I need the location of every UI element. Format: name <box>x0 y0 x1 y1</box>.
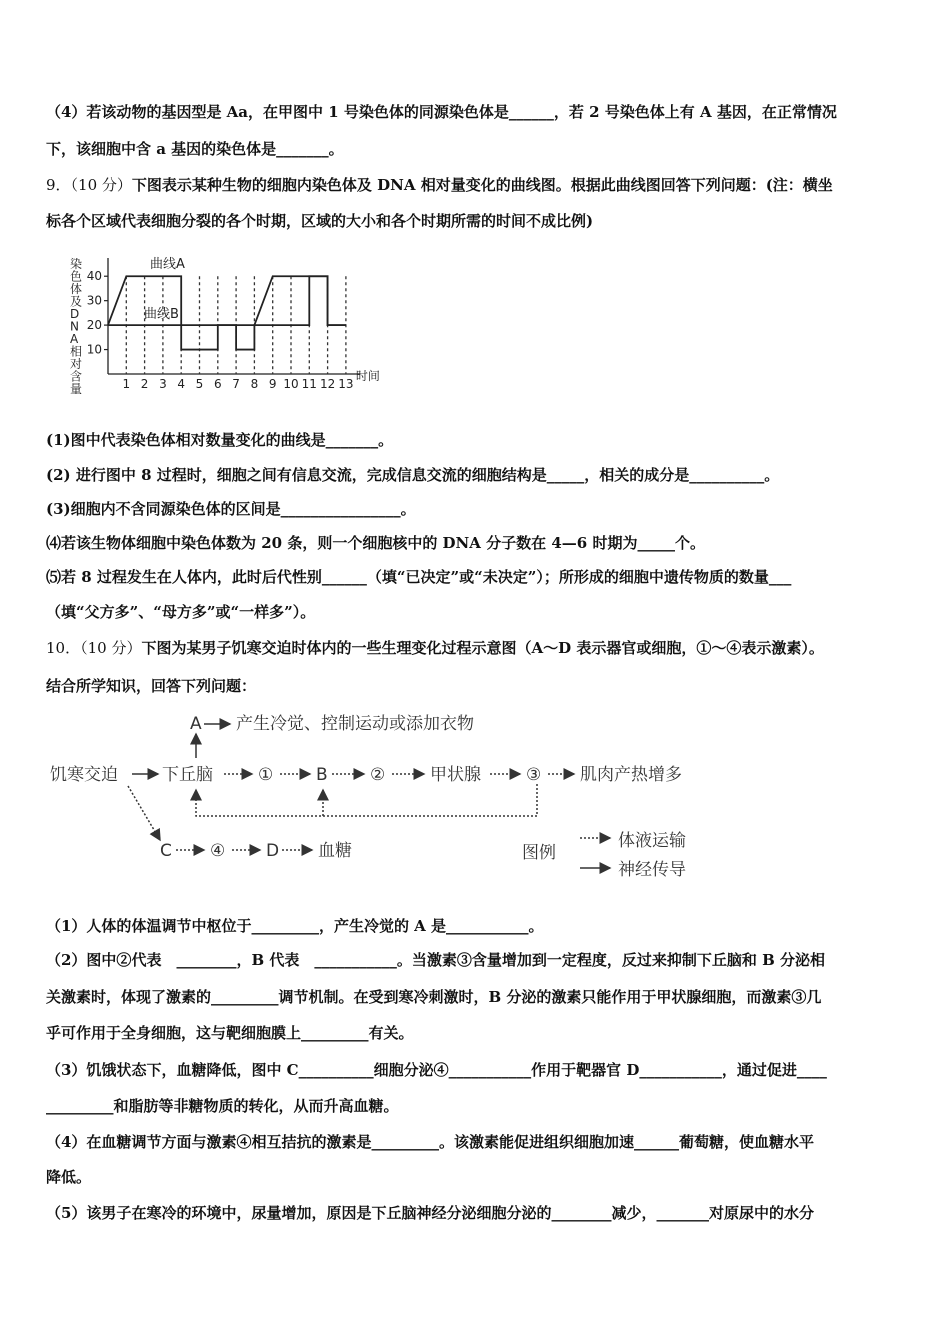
x-tick-label: 9 <box>268 377 277 391</box>
feedback-to-hypothalamus <box>196 784 537 816</box>
q10-sub2-line1: （2）图中②代表 ________，B 代表 ___________。当激素③含量增加到一定程度，反过来抑制下丘脑和 B 分泌相 <box>46 951 825 969</box>
node-A: A <box>190 714 202 734</box>
q9-stem-line2: 标各个区域代表细胞分裂的各个时期，区域的大小和各个时期所需的时间不成比例) <box>46 212 594 230</box>
q8-sub4-line1: （4）若该动物的基因型是 Aa，在甲图中 1 号染色体的同源染色体是______，若 2 号染色体上有 A 基因，在正常情况 <box>46 103 837 121</box>
q9-stem-line1 <box>46 175 908 195</box>
q10-sub4-line1: （4）在血糖调节方面与激素④相互拮抗的激素是_________。该激素能促进组织细胞加速______葡萄糖，使血糖水平 <box>46 1133 814 1151</box>
legend-fluid-label: 体液运输 <box>618 831 686 851</box>
y-tick-label: 30 <box>86 293 102 308</box>
x-tick-label: 2 <box>140 377 149 391</box>
chromosome-dna-chart <box>60 248 500 408</box>
y-axis-label-char: 体 <box>70 282 83 296</box>
q9-number: 9．（10 分） <box>46 176 132 194</box>
q10-sub2-line2: 关激素时，体现了激素的_________调节机制。在受到寒冷刺激时，B 分泌的激素只能作用于甲状腺细胞，而激素③几 <box>46 988 822 1006</box>
node-thyroid: 甲状腺 <box>430 765 481 785</box>
node-muscle: 肌肉产热增多 <box>580 765 682 785</box>
x-tick-label: 8 <box>250 377 259 391</box>
node-blood-sugar: 血糖 <box>318 841 352 861</box>
x-tick-label: 11 <box>301 377 317 391</box>
y-tick-label: 10 <box>86 342 102 357</box>
regulation-diagram <box>44 708 724 893</box>
y-axis-label-char: 量 <box>70 382 83 396</box>
y-axis-label-char: 及 <box>70 294 83 309</box>
hormone-3: ③ <box>526 765 542 785</box>
y-axis-label-char: 含 <box>70 369 83 384</box>
x-tick-label: 4 <box>177 377 186 391</box>
hormone-1: ① <box>258 765 274 785</box>
q9-sub5-line1: ⑸若 8 过程发生在人体内，此时后代性别______（填“已决定”或“未决定”）；所形成的细胞中遗传物质的数量___ <box>46 568 792 586</box>
hormone-4: ④ <box>210 841 226 861</box>
q9-sub4: ⑷若该生物体细胞中染色体数为 20 条，则一个细胞核中的 DNA 分子数在 4—6 时期为_____个。 <box>46 534 705 552</box>
node-D: D <box>266 841 280 861</box>
q10-sub3-line2: _________和脂肪等非糖物质的转化，从而升高血糖。 <box>46 1097 399 1115</box>
y-axis-label-char: D <box>70 307 80 321</box>
x-tick-label: 6 <box>213 377 222 391</box>
y-axis-label-char: 染 <box>70 257 83 271</box>
q10-sub2-line3: 乎可作用于全身细胞，这与靶细胞膜上_________有关。 <box>46 1024 414 1042</box>
y-axis-label-char: 相 <box>70 344 83 359</box>
x-tick-label: 5 <box>195 377 204 391</box>
x-axis-label: 时间 <box>355 369 380 383</box>
y-tick-label: 20 <box>86 318 102 333</box>
node-hypothalamus: 下丘脑 <box>162 765 213 785</box>
arrow-start-to-C <box>128 786 160 840</box>
q10-sub3-line1: （3）饥饿状态下，血糖降低，图中 C__________细胞分泌④___________作用于靶器官 D___________，通过促进____ <box>46 1061 827 1079</box>
q10-stem-line2: 结合所学知识，回答下列问题： <box>46 677 257 695</box>
y-axis-label-char: A <box>70 332 79 346</box>
q9-sub1: (1)图中代表染色体相对数量变化的曲线是_______。 <box>46 431 394 449</box>
node-A-output: 产生冷觉、控制运动或添加衣物 <box>236 714 474 734</box>
x-tick-label: 12 <box>319 377 336 391</box>
x-tick-label: 13 <box>338 377 354 391</box>
q10-sub1: （1）人体的体温调节中枢位于_________，产生冷觉的 A 是___________。 <box>46 917 544 935</box>
x-tick-label: 10 <box>283 377 299 391</box>
q9-sub2: (2) 进行图中 8 过程时，细胞之间有信息交流，完成信息交流的细胞结构是_____，相关的成分是__________。 <box>46 466 780 484</box>
x-tick-label: 3 <box>159 377 167 391</box>
q9-stem-text: 下图表示某种生物的细胞内染色体及 DNA 相对量变化的曲线图。根据此曲线图回答下列问题：(注：横坐 <box>131 176 833 194</box>
q8-sub4-line2: 下，该细胞中含 a 基因的染色体是_______。 <box>46 140 344 158</box>
q10-stem-text: 下图为某男子饥寒交迫时体内的一些生理变化过程示意图（A～D 表示器官或细胞，①～④表示激素）。 <box>141 639 824 657</box>
node-B: B <box>316 765 328 785</box>
hormone-2: ② <box>370 765 386 785</box>
y-axis-label-char: N <box>70 319 79 334</box>
legend-title: 图例 <box>522 843 556 863</box>
x-tick-label: 1 <box>122 377 131 391</box>
series-label-curve-B: 曲线B <box>144 307 179 322</box>
node-C: C <box>160 841 172 861</box>
series-label-curve-A: 曲线A <box>150 257 185 272</box>
q10-number: 10．（10 分） <box>46 639 142 657</box>
y-axis-label-char: 色 <box>70 269 83 284</box>
x-tick-label: 7 <box>232 377 240 391</box>
legend-nerve-label: 神经传导 <box>618 860 686 880</box>
q10-sub5-line1: （5）该男子在寒冷的环境中，尿量增加，原因是下丘脑神经分泌细胞分泌的________减少，_______对原尿中的水分 <box>46 1204 814 1222</box>
node-start: 饥寒交迫 <box>50 765 118 785</box>
q9-sub5-line2: （填“父方多”、“母方多”或“一样多”）。 <box>46 603 316 621</box>
q9-sub3: (3)细胞内不含同源染色体的区间是________________。 <box>46 500 416 518</box>
q10-sub4-line2: 降低。 <box>46 1168 92 1186</box>
q10-stem-line1 <box>46 638 908 658</box>
y-axis-label-char: 对 <box>70 357 83 371</box>
y-tick-label: 40 <box>86 269 102 284</box>
